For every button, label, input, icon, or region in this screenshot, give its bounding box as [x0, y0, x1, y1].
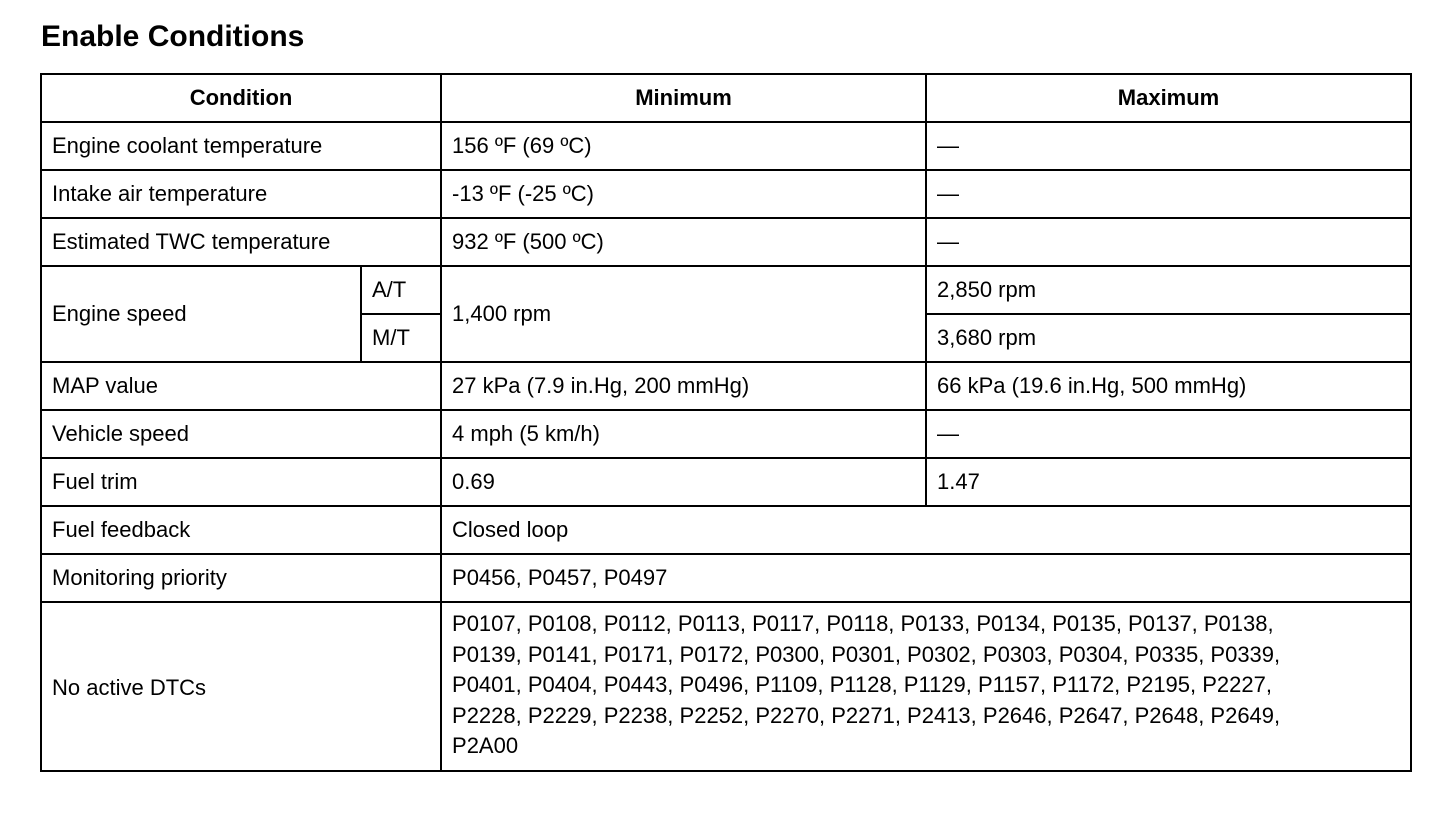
condition-cell: Intake air temperature — [41, 170, 441, 218]
dtc-line: P2228, P2229, P2238, P2252, P2270, P2271, P2413, P2646, P2647, P2648, P2649, — [452, 702, 1281, 728]
minimum-cell: 4 mph (5 km/h) — [441, 410, 926, 458]
maximum-cell: — — [926, 410, 1411, 458]
table-row — [41, 266, 1411, 314]
enable-conditions-table — [40, 73, 1412, 772]
table-row — [41, 122, 1411, 170]
condition-cell: Fuel trim — [41, 458, 441, 506]
maximum-cell: 66 kPa (19.6 in.Hg, 500 mmHg) — [926, 362, 1411, 410]
dtc-line: P0139, P0141, P0171, P0172, P0300, P0301, P0302, P0303, P0304, P0335, P0339, — [452, 641, 1281, 667]
header-condition: Condition — [41, 74, 441, 122]
table-row — [41, 554, 1411, 602]
minimum-cell: 1,400 rpm — [441, 266, 926, 362]
table-row — [41, 170, 1411, 218]
table-row — [41, 218, 1411, 266]
minimum-cell: -13 ºF (-25 ºC) — [441, 170, 926, 218]
maximum-cell: 2,850 rpm — [926, 266, 1411, 314]
header-minimum: Minimum — [441, 74, 926, 122]
maximum-cell: 1.47 — [926, 458, 1411, 506]
condition-cell: MAP value — [41, 362, 441, 410]
table-row — [41, 362, 1411, 410]
minimum-cell: 0.69 — [441, 458, 926, 506]
condition-cell: Vehicle speed — [41, 410, 441, 458]
minimum-cell: 27 kPa (7.9 in.Hg, 200 mmHg) — [441, 362, 926, 410]
table-row — [41, 506, 1411, 554]
condition-cell: Estimated TWC temperature — [41, 218, 441, 266]
condition-cell: Monitoring priority — [41, 554, 441, 602]
maximum-cell: — — [926, 122, 1411, 170]
maximum-cell: 3,680 rpm — [926, 314, 1411, 362]
table-row — [41, 602, 1411, 771]
dtc-list-cell — [441, 602, 1411, 771]
transmission-at-label: A/T — [361, 266, 441, 314]
maximum-cell: — — [926, 218, 1411, 266]
header-maximum: Maximum — [926, 74, 1411, 122]
table-row — [41, 410, 1411, 458]
dtc-line: P2A00 — [452, 733, 519, 758]
transmission-mt-label: M/T — [361, 314, 441, 362]
minimum-cell: 932 ºF (500 ºC) — [441, 218, 926, 266]
condition-cell: Engine coolant temperature — [41, 122, 441, 170]
condition-cell: Fuel feedback — [41, 506, 441, 554]
table-row — [41, 458, 1411, 506]
condition-cell: Engine speed — [41, 266, 361, 362]
table-header-row — [41, 74, 1411, 122]
value-cell: Closed loop — [441, 506, 1411, 554]
dtc-line: P0401, P0404, P0443, P0496, P1109, P1128, P1129, P1157, P1172, P2195, P2227, — [452, 672, 1272, 697]
page-title: Enable Conditions — [41, 20, 305, 53]
maximum-cell: — — [926, 170, 1411, 218]
value-cell: P0456, P0457, P0497 — [441, 554, 1411, 602]
dtc-line: P0107, P0108, P0112, P0113, P0117, P0118, P0133, P0134, P0135, P0137, P0138, — [452, 611, 1274, 636]
minimum-cell: 156 ºF (69 ºC) — [441, 122, 926, 170]
condition-cell: No active DTCs — [41, 602, 441, 771]
